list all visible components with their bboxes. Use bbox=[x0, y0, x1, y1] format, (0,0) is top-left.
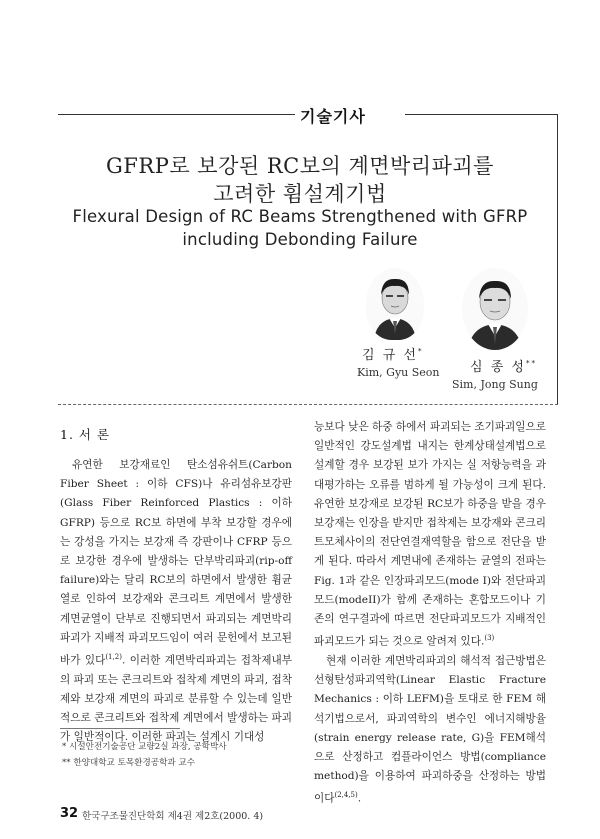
author-2-name-english: Sim, Jong Sung bbox=[452, 378, 538, 391]
journal-citation: 한국구조물진단학회 제4권 제2호(2000. 4) bbox=[82, 811, 264, 822]
author-1-name-korean: 김 규 선* bbox=[362, 347, 424, 363]
left-paragraph-1: 유연한 보강재료인 탄소섬유쉬트(Carbon Fiber Sheet : 이하 CFS)나 유리섬유보강판(Glass Fiber Reinforced Plastics : 이하 GFRP) 등으로 RC보 하면에 부착 보강할 경우에는 강성을 가지는 보강재 즉 강판이나 CFRP 등으로 보강한 경우에 발생하는 단부박리파괴(rip-off failure)와는 달리 RC보의 하면에서 발생한 휨균열로 인하여 보강재와 콘크리트 계면에서 발생한 계면균열이 단부로 진행되면서 파괴되는 계면박리파괴가 지배적 파괴모드임이 여러 문헌에서 보고된 바가 있다$^{(1,2)}$. 이러한 계면박리파괴는 접착제내부의 파괴 또는 콘크리트와 접착제 계면의 파괴, 접착제와 보강재 계면의 파괴로 분류할 수 있는데 일반적으로 콘크리트와 접착제 계면에서 발생하는 파괴가 일반적이다. 이러한 파괴는 설계시 기대성 bbox=[60, 459, 292, 744]
frame-bottom-rule bbox=[58, 404, 558, 405]
author-photo-sim bbox=[462, 268, 528, 350]
page-number: 32 bbox=[60, 806, 79, 821]
author-photo-kim bbox=[366, 268, 424, 340]
title-korean-line-2: 고려한 휨설계기법 bbox=[213, 182, 387, 206]
right-column bbox=[314, 418, 546, 809]
title-korean-line-1: GFRP로 보강된 RC보의 계면박리파괴를 bbox=[106, 154, 494, 178]
section-label: 기술기사 bbox=[300, 107, 366, 126]
right-paragraph-2: 현재 이러한 계면박리파괴의 해석적 접근방법은 선형탄성파괴역학(Linear Elastic Fracture Mechanics : 이하 LEFM)을 토대로 한 FEM 해석기법으로서, 파괴역학의 변수인 에너지해방율(strain energy release rate, G)을 FEM해석으로 산정하고 컴플라이언스 방법(compliance method)을 이용하여 파괴하중을 산정하는 방법이다$^{(2,4,5)}$. bbox=[314, 654, 546, 805]
footnote-author-2: ** 한양대학교 토목환경공학과 교수 bbox=[62, 758, 196, 768]
right-paragraph-1: 능보다 낮은 하중 하에서 파괴되는 조기파괴일으로 일반적인 강도설계법 내지는 한계상태설계법으로 설계할 경우 보강된 보가 가지는 실 저항능력을 과대평가하는 오류를 범하게 될 가능성이 크게 된다. 유연한 보강재로 보강된 RC보가 하중을 받을 경우 보강재는 인장을 받지만 접착제는 보강재와 콘크리트모체사이의 전단연결재역할을 함으로 전단을 받게 된다. 따라서 계면내에 존재하는 균열의 전파는 Fig. 1과 같은 인장파괴모드(mode I)와 전단파괴모드(modeII)가 함께 존재하는 혼합모드이나 기존의 연구결과에 따르면 전단파괴모드가 지배적인 파괴모드가 되는 것으로 알려져 있다.$^{(3)}$ bbox=[314, 421, 546, 648]
title-english-line-1: Flexural Design of RC Beams Strengthened with GFRP bbox=[72, 207, 528, 226]
title-english-line-2: including Debonding Failure bbox=[182, 230, 418, 249]
left-column bbox=[60, 456, 292, 748]
footnote-author-1: * 시설안전기술공단 교량2실 과장, 공학박사 bbox=[62, 742, 227, 752]
author-1-name-english: Kim, Gyu Seon bbox=[357, 366, 440, 379]
author-2-name-korean: 심 종 성** bbox=[470, 359, 537, 375]
section-heading-introduction: 1. 서 론 bbox=[60, 427, 111, 442]
footnote-rule bbox=[60, 728, 180, 729]
